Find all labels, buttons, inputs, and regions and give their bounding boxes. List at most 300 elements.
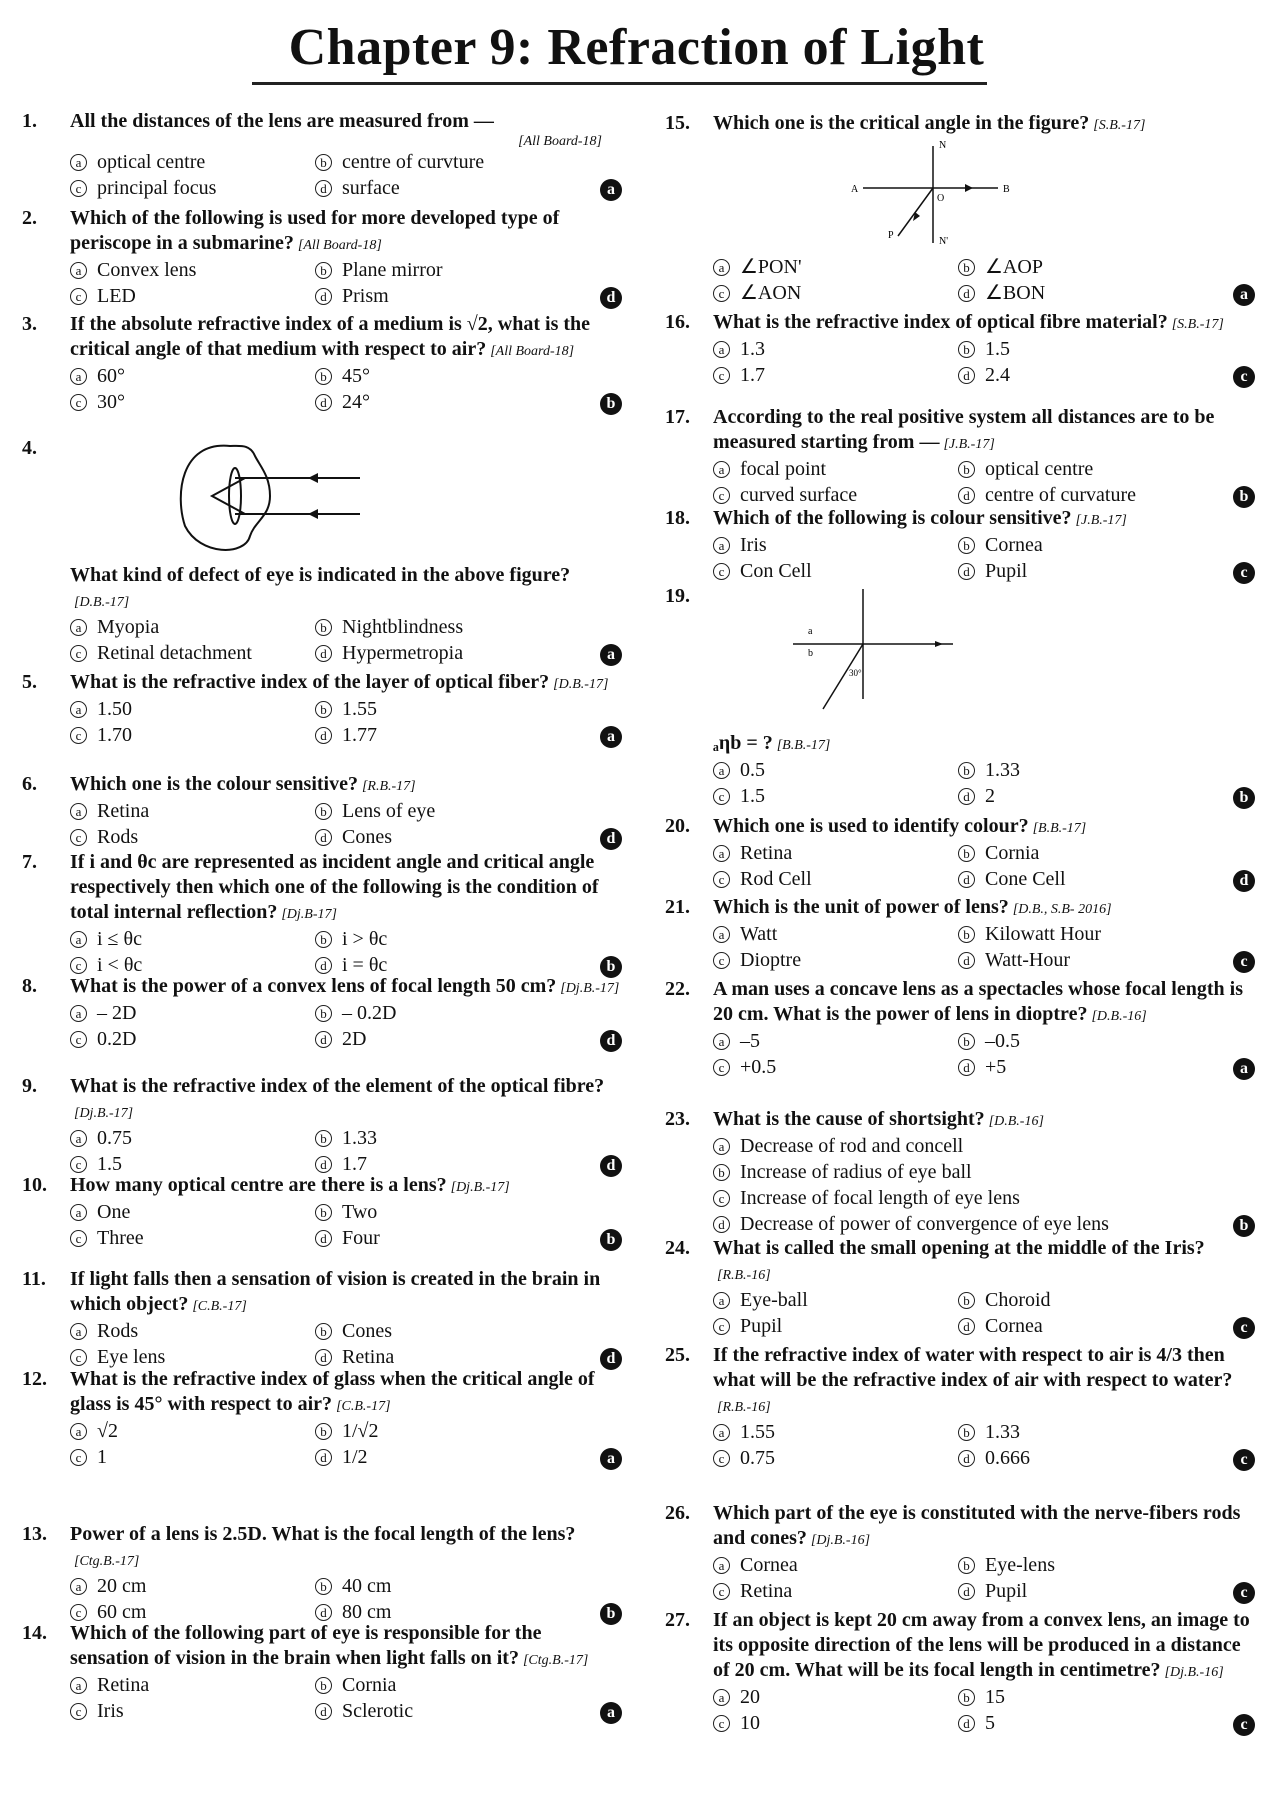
option-c[interactable] — [713, 363, 958, 388]
fig-label-p: P — [888, 230, 894, 241]
option-letter-circle: b — [958, 1557, 975, 1574]
question-text: Which one is used to identify colour? — [713, 815, 1029, 837]
answer-badge: b — [600, 956, 622, 978]
board-tag: [S.B.-17] — [1093, 118, 1146, 133]
option-a[interactable] — [713, 457, 958, 482]
option-text: centre of curvature — [985, 484, 1137, 506]
option-letter-circle: d — [958, 1715, 975, 1732]
answer-badge: c — [1233, 1714, 1255, 1736]
option-text: Retina — [740, 842, 793, 864]
option-letter-circle: c — [713, 1059, 730, 1076]
option-text: Retina — [740, 1580, 793, 1602]
answer-badge: c — [1233, 1317, 1255, 1339]
option-a[interactable] — [70, 1319, 315, 1344]
option-d[interactable] — [315, 723, 560, 748]
option-letter-circle: b — [958, 341, 975, 358]
option-d[interactable] — [958, 363, 1203, 388]
option-text: 1.33 — [342, 1127, 377, 1149]
question-text: What kind of defect of eye is indicated in the above figure? — [70, 564, 571, 586]
option-a[interactable] — [713, 1420, 958, 1445]
answer-badge: c — [1233, 562, 1255, 584]
question-20 — [665, 814, 1255, 892]
option-text: 2D — [342, 1028, 367, 1050]
option-a[interactable] — [70, 1001, 315, 1026]
option-c[interactable] — [70, 825, 315, 850]
figure-eye-defect — [160, 436, 622, 563]
option-text: Pupil — [740, 1315, 783, 1337]
option-text: focal point — [740, 458, 827, 480]
option-a[interactable] — [70, 1574, 315, 1599]
option-letter-circle: d — [315, 645, 332, 662]
option-text: 1.55 — [740, 1421, 775, 1443]
question-text: Which part of the eye is constituted with the nerve-fibers rods and cones? — [713, 1502, 1241, 1549]
question-number: 8. — [22, 975, 37, 997]
option-text: Watt — [740, 923, 778, 945]
option-c[interactable] — [70, 1027, 315, 1052]
question-number: 12. — [22, 1368, 47, 1390]
board-tag: [D.B.-17] — [74, 595, 130, 610]
option-text: ∠BON — [985, 282, 1046, 304]
option-d[interactable] — [315, 390, 560, 415]
question-text: ₐηb = ? — [713, 732, 773, 754]
option-d[interactable] — [958, 1446, 1203, 1471]
option-text: Iris — [97, 1700, 124, 1722]
option-a[interactable] — [70, 615, 315, 640]
board-tag: [All Board-18] — [297, 238, 382, 253]
option-text: +5 — [985, 1056, 1007, 1078]
option-d[interactable] — [958, 1711, 1203, 1736]
option-letter-circle: c — [70, 727, 87, 744]
option-b[interactable] — [315, 1126, 560, 1151]
option-a[interactable] — [713, 1553, 958, 1578]
option-d[interactable] — [315, 1699, 560, 1724]
option-b[interactable] — [315, 150, 560, 175]
fig-label-o: O — [937, 193, 945, 204]
board-tag: [B.B.-17] — [776, 738, 831, 753]
option-c[interactable] — [713, 1314, 958, 1339]
question-number: 27. — [665, 1609, 690, 1631]
question-number: 19. — [665, 585, 690, 607]
option-letter-circle: b — [958, 537, 975, 554]
option-b[interactable] — [958, 337, 1203, 362]
option-a[interactable] — [70, 258, 315, 283]
option-a[interactable] — [713, 337, 958, 362]
option-a[interactable] — [70, 150, 315, 175]
option-text: Choroid — [985, 1289, 1051, 1311]
option-c[interactable] — [70, 284, 315, 309]
option-d[interactable] — [958, 483, 1203, 508]
option-b[interactable] — [315, 364, 560, 389]
question-number: 6. — [22, 773, 37, 795]
option-letter-circle: b — [315, 619, 332, 636]
question-15 — [665, 111, 1255, 306]
question-26 — [665, 1501, 1255, 1604]
option-letter-circle: d — [958, 367, 975, 384]
svg-text:30°: 30° — [849, 668, 862, 678]
option-letter-circle: b — [958, 1424, 975, 1441]
option-letter-circle: c — [70, 288, 87, 305]
option-b[interactable] — [958, 1553, 1203, 1578]
option-text: 30° — [97, 391, 125, 413]
question-11 — [22, 1267, 622, 1370]
answer-badge: b — [1233, 486, 1255, 508]
option-b[interactable] — [958, 255, 1203, 280]
question-text: Which one is the colour sensitive? — [70, 773, 358, 795]
option-text: Prism — [342, 285, 389, 307]
option-text: 60° — [97, 365, 125, 387]
option-c[interactable] — [713, 948, 958, 973]
option-letter-circle: c — [70, 394, 87, 411]
option-text: 0.75 — [97, 1127, 132, 1149]
board-tag: [Dj.B.-16] — [1164, 1665, 1224, 1680]
question-10 — [22, 1173, 622, 1251]
board-tag: [D.B.-16] — [1091, 1009, 1147, 1024]
option-b[interactable] — [315, 1574, 560, 1599]
question-21 — [665, 895, 1255, 973]
option-a[interactable] — [70, 1419, 315, 1444]
option-c[interactable] — [713, 1446, 958, 1471]
option-letter-circle: d — [958, 1318, 975, 1335]
option-d[interactable] — [958, 1579, 1203, 1604]
option-a[interactable] — [70, 799, 315, 824]
answer-badge: d — [600, 1030, 622, 1052]
option-c[interactable] — [713, 1579, 958, 1604]
option-b[interactable] — [958, 758, 1203, 783]
option-text: 1/√2 — [342, 1420, 379, 1442]
option-text: Retina — [97, 800, 150, 822]
option-c[interactable] — [713, 1055, 958, 1080]
answer-badge: c — [1233, 1582, 1255, 1604]
option-text: Lens of eye — [342, 800, 436, 822]
option-letter-circle: a — [713, 1557, 730, 1574]
option-b[interactable] — [315, 615, 560, 640]
option-c[interactable] — [713, 559, 958, 584]
option-b[interactable] — [315, 927, 560, 952]
option-c[interactable] — [713, 281, 958, 306]
option-letter-circle: a — [70, 262, 87, 279]
option-d[interactable] — [315, 284, 560, 309]
question-number: 4. — [22, 437, 37, 459]
option-text: 2.4 — [985, 364, 1010, 386]
option-a[interactable] — [70, 927, 315, 952]
option-d[interactable] — [958, 948, 1203, 973]
option-text: – 2D — [97, 1002, 137, 1024]
question-1 — [22, 109, 622, 201]
option-a[interactable] — [70, 1200, 315, 1225]
option-b[interactable] — [958, 457, 1203, 482]
option-b[interactable] — [958, 1029, 1203, 1054]
board-tag: [Dj.B.-17] — [450, 1180, 510, 1195]
question-3 — [22, 312, 622, 415]
option-c[interactable] — [70, 641, 315, 666]
option-d[interactable] — [315, 1027, 560, 1052]
option-text: Four — [342, 1227, 380, 1249]
option-text: Nightblindness — [342, 616, 464, 638]
option-d[interactable] — [315, 825, 560, 850]
question-text: If i and θc are represented as incident angle and critical angle respectively then which one of the following is the condition of total internal reflection? — [70, 851, 599, 923]
option-text: Decrease of power of convergence of eye lens — [740, 1213, 1109, 1235]
option-b[interactable] — [958, 1288, 1203, 1313]
board-tag: [D.B.-16] — [988, 1114, 1044, 1129]
option-letter-circle: d — [315, 957, 332, 974]
option-a[interactable] — [713, 1134, 1193, 1159]
option-letter-circle: a — [70, 368, 87, 385]
option-letter-circle: a — [713, 1033, 730, 1050]
question-number: 13. — [22, 1523, 47, 1545]
board-tag: [Ctg.B.-17] — [74, 1554, 140, 1569]
fig-label-a: A — [851, 184, 859, 195]
option-text: ∠AOP — [985, 256, 1043, 278]
question-number: 21. — [665, 896, 690, 918]
option-b[interactable] — [315, 1319, 560, 1344]
option-c[interactable] — [70, 1226, 315, 1251]
question-number: 20. — [665, 815, 690, 837]
option-letter-circle: a — [713, 1292, 730, 1309]
option-text: 80 cm — [342, 1601, 392, 1623]
option-b[interactable] — [958, 533, 1203, 558]
option-text: 1.7 — [342, 1153, 367, 1175]
option-letter-circle: a — [70, 619, 87, 636]
option-b[interactable] — [315, 1419, 560, 1444]
option-text: Watt-Hour — [985, 949, 1071, 971]
option-b[interactable] — [315, 1200, 560, 1225]
option-b[interactable] — [315, 1673, 560, 1698]
option-letter-circle: a — [713, 1138, 730, 1155]
question-text: If the refractive index of water with respect to air is 4/3 then what will be the refractive index of air with respect to water? — [713, 1344, 1233, 1391]
option-d[interactable] — [958, 281, 1203, 306]
option-a[interactable] — [713, 1029, 958, 1054]
option-text: 2 — [985, 785, 995, 807]
question-text: A man uses a concave lens as a spectacles whose focal length is 20 cm. What is the power of lens in dioptre? — [713, 978, 1243, 1025]
option-letter-circle: b — [315, 1323, 332, 1340]
answer-badge: d — [600, 1348, 622, 1370]
option-text: Cornea — [985, 534, 1043, 556]
option-letter-circle: c — [70, 1349, 87, 1366]
option-b[interactable] — [958, 922, 1203, 947]
option-text: Pupil — [985, 1580, 1028, 1602]
option-letter-circle: c — [713, 1583, 730, 1600]
option-c[interactable] — [70, 176, 315, 201]
option-text: 1.3 — [740, 338, 765, 360]
option-letter-circle: a — [70, 1423, 87, 1440]
option-letter-circle: a — [70, 1677, 87, 1694]
option-c[interactable] — [713, 1711, 958, 1736]
option-letter-circle: d — [958, 1059, 975, 1076]
option-letter-circle: a — [713, 1424, 730, 1441]
answer-badge: a — [600, 644, 622, 666]
option-letter-circle: b — [958, 1033, 975, 1050]
option-letter-circle: a — [70, 803, 87, 820]
option-text: 24° — [342, 391, 370, 413]
option-letter-circle: d — [958, 285, 975, 302]
question-text: What is called the small opening at the middle of the Iris? — [713, 1237, 1205, 1259]
question-16 — [665, 310, 1255, 388]
option-text: optical centre — [97, 151, 206, 173]
answer-badge: a — [600, 726, 622, 748]
title-underline — [252, 82, 987, 85]
option-letter-circle: d — [315, 1156, 332, 1173]
board-tag: [All Board-18] — [518, 134, 602, 149]
answer-badge: a — [600, 1702, 622, 1724]
question-text: What is the refractive index of the element of the optical fibre? — [70, 1075, 605, 1097]
board-tag: [Dj.B.-17] — [560, 981, 620, 996]
option-letter-circle: a — [70, 1204, 87, 1221]
option-d[interactable] — [315, 1226, 560, 1251]
option-d[interactable] — [315, 176, 560, 201]
question-text: If an object is kept 20 cm away from a convex lens, an image to its opposite direction of the lens will be produced in a distance of 20 cm. What will be its focal length in centimetre? — [713, 1609, 1250, 1681]
question-text: How many optical centre are there is a lens? — [70, 1174, 447, 1196]
option-letter-circle: d — [713, 1216, 730, 1233]
board-tag: [D.B.-17] — [553, 677, 609, 692]
option-text: Eye lens — [97, 1346, 166, 1368]
option-c[interactable] — [70, 1445, 315, 1470]
question-number: 11. — [22, 1268, 46, 1290]
option-letter-circle: b — [713, 1164, 730, 1181]
option-a[interactable] — [713, 841, 958, 866]
option-c[interactable] — [713, 784, 958, 809]
option-text: Convex lens — [97, 259, 197, 281]
option-a[interactable] — [713, 922, 958, 947]
option-letter-circle: c — [713, 1450, 730, 1467]
option-b[interactable] — [315, 799, 560, 824]
option-c[interactable] — [70, 723, 315, 748]
option-b[interactable] — [958, 1420, 1203, 1445]
answer-badge: a — [600, 179, 622, 201]
question-22 — [665, 977, 1255, 1080]
svg-text:b: b — [808, 648, 813, 659]
question-text: What is the power of a convex lens of focal length 50 cm? — [70, 975, 557, 997]
question-number: 23. — [665, 1108, 690, 1130]
option-d[interactable] — [958, 784, 1203, 809]
option-text: 1.33 — [985, 1421, 1020, 1443]
option-text: 20 cm — [97, 1575, 147, 1597]
option-letter-circle: c — [713, 952, 730, 969]
option-b[interactable] — [315, 1001, 560, 1026]
question-text: Power of a lens is 2.5D. What is the focal length of the lens? — [70, 1523, 576, 1545]
option-letter-circle: c — [713, 487, 730, 504]
question-7 — [22, 850, 622, 978]
option-a[interactable] — [713, 1685, 958, 1710]
answer-badge: d — [600, 287, 622, 309]
option-letter-circle: b — [315, 1677, 332, 1694]
option-a[interactable] — [713, 533, 958, 558]
option-a[interactable] — [70, 1126, 315, 1151]
option-letter-circle: a — [713, 461, 730, 478]
question-text: What is the refractive index of glass when the critical angle of glass is 45° with respect to air? — [70, 1368, 595, 1415]
answer-badge: a — [1233, 284, 1255, 306]
option-d[interactable] — [315, 1445, 560, 1470]
option-text: Pupil — [985, 560, 1028, 582]
answer-badge: d — [600, 828, 622, 850]
option-letter-circle: b — [315, 701, 332, 718]
option-b[interactable] — [315, 258, 560, 283]
option-d[interactable] — [315, 641, 560, 666]
option-c[interactable] — [713, 867, 958, 892]
option-c[interactable] — [713, 483, 958, 508]
question-number: 7. — [22, 851, 37, 873]
option-b[interactable] — [958, 841, 1203, 866]
option-a[interactable] — [70, 364, 315, 389]
option-c[interactable] — [70, 1699, 315, 1724]
option-letter-circle: d — [315, 727, 332, 744]
fig-label-n: N — [939, 140, 947, 151]
answer-badge: a — [1233, 1058, 1255, 1080]
option-d[interactable] — [958, 559, 1203, 584]
option-d[interactable] — [713, 1212, 1193, 1237]
answer-badge: c — [1233, 1449, 1255, 1471]
option-letter-circle: a — [713, 926, 730, 943]
option-text: 40 cm — [342, 1575, 392, 1597]
option-text: –0.5 — [985, 1030, 1020, 1052]
option-letter-circle: a — [713, 341, 730, 358]
option-a[interactable] — [713, 1288, 958, 1313]
option-letter-circle: d — [315, 180, 332, 197]
option-d[interactable] — [958, 867, 1203, 892]
svg-text:a: a — [808, 626, 813, 637]
option-d[interactable] — [958, 1314, 1203, 1339]
question-25 — [665, 1343, 1255, 1471]
option-a[interactable] — [713, 758, 958, 783]
option-letter-circle: c — [713, 563, 730, 580]
option-b[interactable] — [958, 1685, 1203, 1710]
option-letter-circle: b — [958, 926, 975, 943]
option-text: 0.666 — [985, 1447, 1030, 1469]
option-text: One — [97, 1201, 131, 1223]
option-text: Cornea — [740, 1554, 798, 1576]
question-number: 9. — [22, 1075, 37, 1097]
answer-badge: b — [600, 1229, 622, 1251]
option-letter-circle: b — [315, 154, 332, 171]
option-letter-circle: b — [315, 803, 332, 820]
board-tag: [D.B., S.B- 2016] — [1012, 902, 1112, 917]
option-letter-circle: b — [315, 1423, 332, 1440]
figure-critical-angle — [833, 138, 1255, 255]
option-text: Cornia — [985, 842, 1040, 864]
option-c[interactable] — [713, 1186, 1193, 1211]
option-letter-circle: d — [958, 1583, 975, 1600]
option-a[interactable] — [713, 255, 958, 280]
option-text: i ≤ θc — [97, 928, 142, 950]
option-letter-circle: c — [713, 1190, 730, 1207]
option-text: i < θc — [97, 954, 143, 976]
option-b[interactable] — [713, 1160, 1193, 1185]
option-a[interactable] — [70, 697, 315, 722]
option-letter-circle: c — [70, 1604, 87, 1621]
option-text: 5 — [985, 1712, 995, 1734]
board-tag: [Dj.B.-16] — [810, 1533, 871, 1548]
question-17 — [665, 405, 1255, 508]
option-b[interactable] — [315, 697, 560, 722]
option-text: Rods — [97, 826, 139, 848]
question-12 — [22, 1367, 622, 1470]
option-letter-circle: a — [70, 701, 87, 718]
option-letter-circle: c — [70, 1449, 87, 1466]
option-text: centre of curvture — [342, 151, 485, 173]
question-text: Which is the unit of power of lens? — [713, 896, 1009, 918]
option-text: LED — [97, 285, 136, 307]
option-letter-circle: b — [315, 931, 332, 948]
option-letter-circle: d — [315, 1703, 332, 1720]
option-d[interactable] — [958, 1055, 1203, 1080]
option-text: Iris — [740, 534, 767, 556]
option-c[interactable] — [70, 390, 315, 415]
option-letter-circle: b — [958, 259, 975, 276]
option-letter-circle: a — [70, 1578, 87, 1595]
option-letter-circle: a — [70, 1130, 87, 1147]
option-text: Hypermetropia — [342, 642, 464, 664]
option-a[interactable] — [70, 1673, 315, 1698]
option-letter-circle: c — [713, 285, 730, 302]
